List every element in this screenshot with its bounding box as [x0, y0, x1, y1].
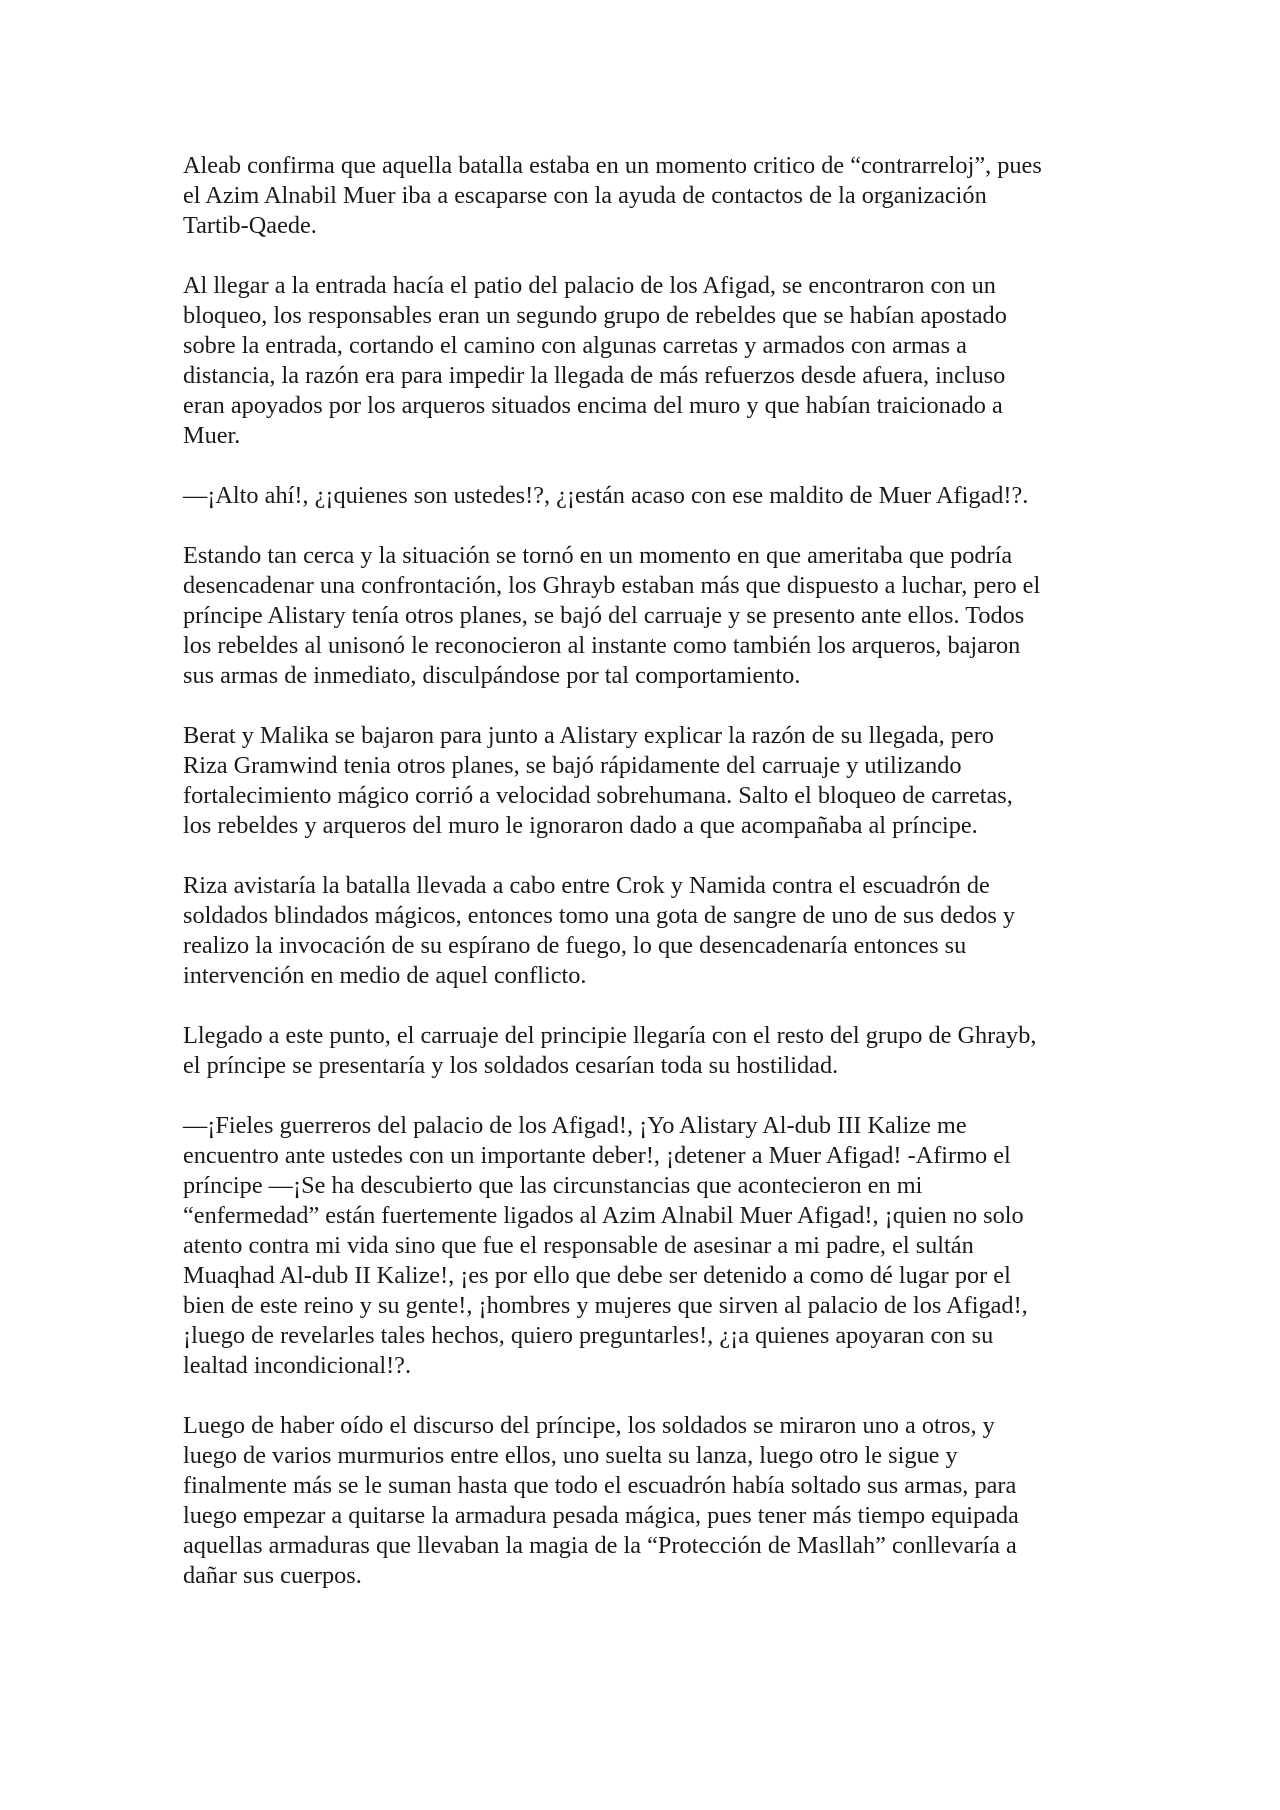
text-line: luego empezar a quitarse la armadura pesada mágica, pues tener más tiempo equipada: [183, 1502, 1019, 1529]
text-line: los rebeldes al unisonó le reconocieron al instante como también los arqueros, bajaron: [183, 632, 1021, 659]
text-line: Luego de haber oído el discurso del príncipe, los soldados se miraron uno a otros, y: [183, 1412, 995, 1439]
text-line: ¡luego de revelarles tales hechos, quiero preguntarles!, ¿¡a quienes apoyaran con su: [183, 1322, 994, 1349]
text-line: luego de varios murmurios entre ellos, uno suelta su lanza, luego otro le sigue y: [183, 1442, 958, 1469]
text-line: dañar sus cuerpos.: [183, 1562, 362, 1589]
paragraph: [183, 721, 1103, 841]
text-line: Estando tan cerca y la situación se tornó en un momento en que ameritaba que podría: [183, 542, 1013, 569]
text-line: bien de este reino y su gente!, ¡hombres y mujeres que sirven al palacio de los Afigad!,: [183, 1292, 1028, 1319]
text-line: bloqueo, los responsables eran un segundo grupo de rebeldes que se habían apostado: [183, 302, 1007, 329]
text-line: fortalecimiento mágico corrió a velocidad sobrehumana. Salto el bloqueo de carretas,: [183, 782, 1013, 809]
text-line: sus armas de inmediato, disculpándose por tal comportamiento.: [183, 662, 801, 689]
text-line: —¡Fieles guerreros del palacio de los Afigad!, ¡Yo Alistary Al-dub III Kalize me: [183, 1112, 967, 1139]
text-line: aquellas armaduras que llevaban la magia de la “Protección de Masllah” conllevaría a: [183, 1532, 1017, 1559]
text-line: Al llegar a la entrada hacía el patio del palacio de los Afigad, se encontraron con un: [183, 272, 996, 299]
text-line: encuentro ante ustedes con un importante deber!, ¡detener a Muer Afigad! -Afirmo el: [183, 1142, 1011, 1169]
text-line: sobre la entrada, cortando el camino con algunas carretas y armados con armas a: [183, 332, 967, 359]
text-line: eran apoyados por los arqueros situados encima del muro y que habían traicionado a: [183, 392, 1003, 419]
text-line: Aleab confirma que aquella batalla estaba en un momento critico de “contrarreloj”, pues: [183, 152, 1042, 179]
text-line: príncipe Alistary tenía otros planes, se bajó del carruaje y se presento ante ellos. Todos: [183, 602, 1025, 629]
text-line: Berat y Malika se bajaron para junto a Alistary explicar la razón de su llegada, pero: [183, 722, 994, 749]
text-line: lealtad incondicional!?.: [183, 1352, 412, 1379]
text-line: Muaqhad Al-dub II Kalize!, ¡es por ello que debe ser detenido a como dé lugar por el: [183, 1262, 1011, 1289]
text-line: distancia, la razón era para impedir la llegada de más refuerzos desde afuera, incluso: [183, 362, 1006, 389]
paragraph: [183, 271, 1103, 451]
text-line: intervención en medio de aquel conflicto.: [183, 962, 587, 989]
text-line: Muer.: [183, 422, 241, 449]
text-line: Llegado a este punto, el carruaje del principie llegaría con el resto del grupo de Ghrayb,: [183, 1022, 1037, 1049]
paragraph: [183, 1111, 1103, 1381]
text-line: los rebeldes y arqueros del muro le ignoraron dado a que acompañaba al príncipe.: [183, 812, 978, 839]
paragraph: [183, 1411, 1103, 1591]
text-line: el príncipe se presentaría y los soldados cesarían toda su hostilidad.: [183, 1052, 839, 1079]
paragraph: [183, 481, 1103, 511]
text-line: finalmente más se le suman hasta que todo el escuadrón había soltado sus armas, para: [183, 1472, 1017, 1499]
text-line: el Azim Alnabil Muer iba a escaparse con la ayuda de contactos de la organización: [183, 182, 987, 209]
paragraph: [183, 1021, 1103, 1081]
text-line: desencadenar una confrontación, los Ghrayb estaban más que dispuesto a luchar, pero el: [183, 572, 1041, 599]
text-line: realizo la invocación de su espírano de fuego, lo que desencadenaría entonces su: [183, 932, 967, 959]
text-line: príncipe —¡Se ha descubierto que las circunstancias que acontecieron en mi: [183, 1172, 923, 1199]
document-body: [183, 151, 1103, 1621]
text-line: “enfermedad” están fuertemente ligados al Azim Alnabil Muer Afigad!, ¡quien no solo: [183, 1202, 1024, 1229]
paragraph: [183, 871, 1103, 991]
text-line: Riza avistaría la batalla llevada a cabo entre Crok y Namida contra el escuadrón de: [183, 872, 990, 899]
paragraph: [183, 541, 1103, 691]
text-line: Riza Gramwind tenia otros planes, se bajó rápidamente del carruaje y utilizando: [183, 752, 962, 779]
text-line: atento contra mi vida sino que fue el responsable de asesinar a mi padre, el sultán: [183, 1232, 974, 1259]
text-line: —¡Alto ahí!, ¿¡quienes son ustedes!?, ¿¡están acaso con ese maldito de Muer Afigad!?.: [183, 482, 1029, 509]
paragraph: [183, 151, 1103, 241]
text-line: soldados blindados mágicos, entonces tomo una gota de sangre de uno de sus dedos y: [183, 902, 1016, 929]
text-line: Tartib-Qaede.: [183, 212, 317, 239]
